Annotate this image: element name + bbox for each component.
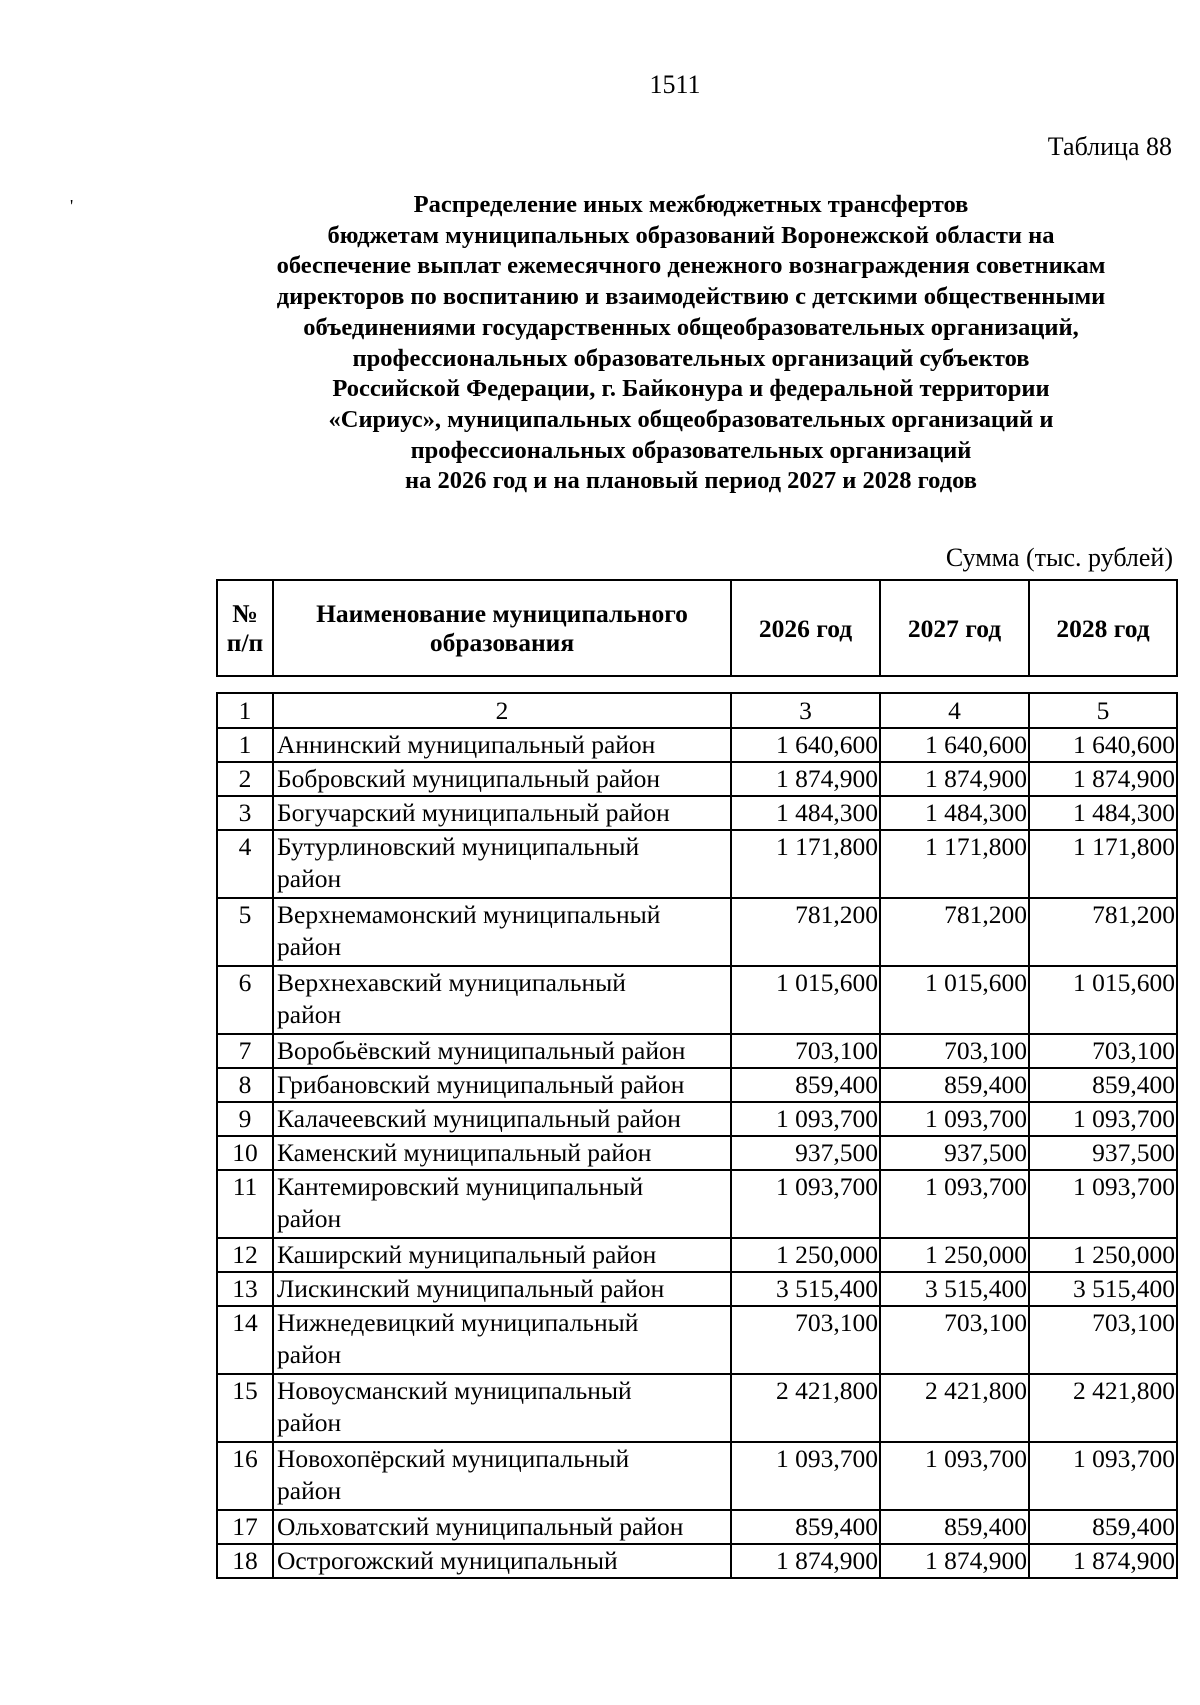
amount-2028: 859,400 <box>1029 1510 1177 1544</box>
amount-2028: 1 093,700 <box>1029 1102 1177 1136</box>
row-number: 6 <box>217 966 273 1034</box>
row-number: 13 <box>217 1272 273 1306</box>
amount-2026: 1 874,900 <box>731 1544 880 1578</box>
municipality-name <box>273 1374 731 1442</box>
title-line: объединениями государственных общеобразовательных организаций, <box>303 313 1079 341</box>
municipality-name-line: район <box>277 1000 342 1029</box>
table-row <box>217 1306 1177 1374</box>
row-number: 17 <box>217 1510 273 1544</box>
table-row <box>217 1510 1177 1544</box>
municipality-name-line: Каменский муниципальный район <box>277 1138 652 1167</box>
table-row <box>217 1374 1177 1442</box>
table-row <box>217 1136 1177 1170</box>
municipality-name-line: Ольховатский муниципальный район <box>277 1512 684 1541</box>
amount-2027: 1 093,700 <box>880 1442 1029 1510</box>
amount-2027: 1 093,700 <box>880 1102 1029 1136</box>
table-label: Таблица 88 <box>1047 132 1172 161</box>
municipality-name-line: Лискинский муниципальный район <box>277 1274 665 1303</box>
document-title <box>196 190 1186 497</box>
municipality-name <box>273 1170 731 1238</box>
municipality-name-line: Бутурлиновский муниципальный <box>277 832 640 861</box>
data-table <box>216 692 1178 1579</box>
municipality-name-line: Нижнедевицкий муниципальный <box>277 1308 639 1337</box>
amount-2028: 781,200 <box>1029 898 1177 966</box>
column-number: 1 <box>217 693 273 728</box>
municipality-name-line: Бобровский муниципальный район <box>277 764 661 793</box>
municipality-name <box>273 1068 731 1102</box>
table-row <box>217 1238 1177 1272</box>
amount-2028: 1 250,000 <box>1029 1238 1177 1272</box>
table-row <box>217 1034 1177 1068</box>
amount-2026: 1 093,700 <box>731 1442 880 1510</box>
title-line: на 2026 год и на плановый период 2027 и 2028 годов <box>404 467 977 495</box>
title-line: обеспечение выплат ежемесячного денежного вознаграждения советникам <box>276 252 1106 280</box>
amount-2028: 1 874,900 <box>1029 1544 1177 1578</box>
row-number: 8 <box>217 1068 273 1102</box>
municipality-name-line: Каширский муниципальный район <box>277 1240 657 1269</box>
amount-2027: 1 015,600 <box>880 966 1029 1034</box>
municipality-name <box>273 728 731 762</box>
municipality-name <box>273 762 731 796</box>
municipality-name-line: район <box>277 1408 342 1437</box>
municipality-name <box>273 966 731 1034</box>
municipality-name <box>273 1442 731 1510</box>
amount-2027: 781,200 <box>880 898 1029 966</box>
municipality-name-line: Воробьёвский муниципальный район <box>277 1036 686 1065</box>
amount-2027: 1 093,700 <box>880 1170 1029 1238</box>
header-2028: 2028 год <box>1029 580 1177 676</box>
amount-2028: 1 171,800 <box>1029 830 1177 898</box>
row-number: 14 <box>217 1306 273 1374</box>
table-row <box>217 762 1177 796</box>
row-number: 1 <box>217 728 273 762</box>
municipality-name <box>273 1544 731 1578</box>
amount-2028: 859,400 <box>1029 1068 1177 1102</box>
title-line: директоров по воспитанию и взаимодействию с детскими общественными <box>276 283 1106 311</box>
header-2026: 2026 год <box>731 580 880 676</box>
amount-2026: 1 093,700 <box>731 1170 880 1238</box>
amount-2026: 703,100 <box>731 1306 880 1374</box>
amount-2026: 937,500 <box>731 1136 880 1170</box>
municipality-name <box>273 898 731 966</box>
row-number: 7 <box>217 1034 273 1068</box>
row-number: 9 <box>217 1102 273 1136</box>
amount-2026: 1 874,900 <box>731 762 880 796</box>
municipality-name-line: Новохопёрский муниципальный <box>277 1444 630 1473</box>
table-row <box>217 966 1177 1034</box>
municipality-name <box>273 830 731 898</box>
municipality-name-line: Калачеевский муниципальный район <box>277 1104 681 1133</box>
row-number: 5 <box>217 898 273 966</box>
municipality-name-line: Новоусманский муниципальный <box>277 1376 632 1405</box>
header-2027: 2027 год <box>880 580 1029 676</box>
row-number: 12 <box>217 1238 273 1272</box>
amount-2026: 2 421,800 <box>731 1374 880 1442</box>
amount-2027: 1 874,900 <box>880 1544 1029 1578</box>
column-number: 2 <box>273 693 731 728</box>
municipality-name-line: Острогожский муниципальный <box>277 1546 618 1575</box>
header-number: № п/п <box>217 580 273 676</box>
municipality-name-line: Богучарский муниципальный район <box>277 798 670 827</box>
column-number: 4 <box>880 693 1029 728</box>
amount-2026: 859,400 <box>731 1068 880 1102</box>
municipality-name-line: Грибановский муниципальный район <box>277 1070 685 1099</box>
amount-2028: 3 515,400 <box>1029 1272 1177 1306</box>
row-number: 4 <box>217 830 273 898</box>
row-number: 11 <box>217 1170 273 1238</box>
column-number-row <box>217 693 1177 728</box>
amount-2028: 937,500 <box>1029 1136 1177 1170</box>
header-name: Наименование муниципального образования <box>273 580 731 676</box>
units-label: Сумма (тыс. рублей) <box>945 543 1173 572</box>
amount-2027: 1 484,300 <box>880 796 1029 830</box>
title-line: профессиональных образовательных организаций <box>410 436 972 464</box>
municipality-name-line: Верхнехавский муниципальный <box>277 968 626 997</box>
municipality-name <box>273 1306 731 1374</box>
municipality-name-line: район <box>277 932 342 961</box>
table-row <box>217 1442 1177 1510</box>
table-row <box>217 1068 1177 1102</box>
amount-2027: 1 874,900 <box>880 762 1029 796</box>
row-number: 18 <box>217 1544 273 1578</box>
table-row <box>217 830 1177 898</box>
amount-2028: 1 015,600 <box>1029 966 1177 1034</box>
municipality-name-line: район <box>277 1476 342 1505</box>
amount-2026: 3 515,400 <box>731 1272 880 1306</box>
amount-2027: 859,400 <box>880 1510 1029 1544</box>
amount-2027: 1 171,800 <box>880 830 1029 898</box>
title-line: профессиональных образовательных организаций субъектов <box>352 344 1030 372</box>
row-number: 16 <box>217 1442 273 1510</box>
amount-2027: 859,400 <box>880 1068 1029 1102</box>
municipality-name <box>273 1238 731 1272</box>
amount-2027: 1 250,000 <box>880 1238 1029 1272</box>
table-row <box>217 1102 1177 1136</box>
amount-2026: 781,200 <box>731 898 880 966</box>
table-row <box>217 728 1177 762</box>
municipality-name-line: район <box>277 1340 342 1369</box>
municipality-name <box>273 1136 731 1170</box>
amount-2026: 1 640,600 <box>731 728 880 762</box>
table-row <box>217 796 1177 830</box>
municipality-name-line: Аннинский муниципальный район <box>277 730 656 759</box>
amount-2026: 1 015,600 <box>731 966 880 1034</box>
table-row <box>217 898 1177 966</box>
amount-2028: 2 421,800 <box>1029 1374 1177 1442</box>
municipality-name <box>273 1272 731 1306</box>
column-number: 3 <box>731 693 880 728</box>
title-line: Российской Федерации, г. Байконура и федеральной территории <box>332 375 1050 403</box>
amount-2027: 703,100 <box>880 1306 1029 1374</box>
table-row <box>217 1170 1177 1238</box>
amount-2028: 1 874,900 <box>1029 762 1177 796</box>
municipality-name <box>273 796 731 830</box>
row-number: 3 <box>217 796 273 830</box>
amount-2028: 703,100 <box>1029 1034 1177 1068</box>
municipality-name <box>273 1102 731 1136</box>
municipality-name-line: район <box>277 1204 342 1233</box>
municipality-name-line: Кантемировский муниципальный <box>277 1172 644 1201</box>
amount-2027: 3 515,400 <box>880 1272 1029 1306</box>
amount-2028: 1 640,600 <box>1029 728 1177 762</box>
page-number: 1511 <box>649 70 701 99</box>
amount-2026: 703,100 <box>731 1034 880 1068</box>
amount-2026: 1 250,000 <box>731 1238 880 1272</box>
title-line: бюджетам муниципальных образований Воронежской области на <box>327 221 1055 249</box>
table-header <box>216 579 1178 677</box>
amount-2028: 1 093,700 <box>1029 1442 1177 1510</box>
amount-2026: 1 171,800 <box>731 830 880 898</box>
amount-2027: 1 640,600 <box>880 728 1029 762</box>
municipality-name <box>273 1034 731 1068</box>
table-row <box>217 1272 1177 1306</box>
table-row <box>217 1544 1177 1578</box>
amount-2028: 703,100 <box>1029 1306 1177 1374</box>
municipality-name-line: Верхнемамонский муниципальный <box>277 900 661 929</box>
amount-2027: 703,100 <box>880 1034 1029 1068</box>
amount-2028: 1 093,700 <box>1029 1170 1177 1238</box>
municipality-name <box>273 1510 731 1544</box>
row-number: 10 <box>217 1136 273 1170</box>
title-line: «Сириус», муниципальных общеобразовательных организаций и <box>328 405 1054 433</box>
municipality-name-line: район <box>277 864 342 893</box>
row-number: 15 <box>217 1374 273 1442</box>
amount-2026: 1 093,700 <box>731 1102 880 1136</box>
margin-mark: ' <box>70 196 74 216</box>
amount-2027: 937,500 <box>880 1136 1029 1170</box>
amount-2026: 859,400 <box>731 1510 880 1544</box>
row-number: 2 <box>217 762 273 796</box>
amount-2027: 2 421,800 <box>880 1374 1029 1442</box>
title-line: Распределение иных межбюджетных трансфертов <box>413 191 969 218</box>
amount-2026: 1 484,300 <box>731 796 880 830</box>
column-number: 5 <box>1029 693 1177 728</box>
amount-2028: 1 484,300 <box>1029 796 1177 830</box>
